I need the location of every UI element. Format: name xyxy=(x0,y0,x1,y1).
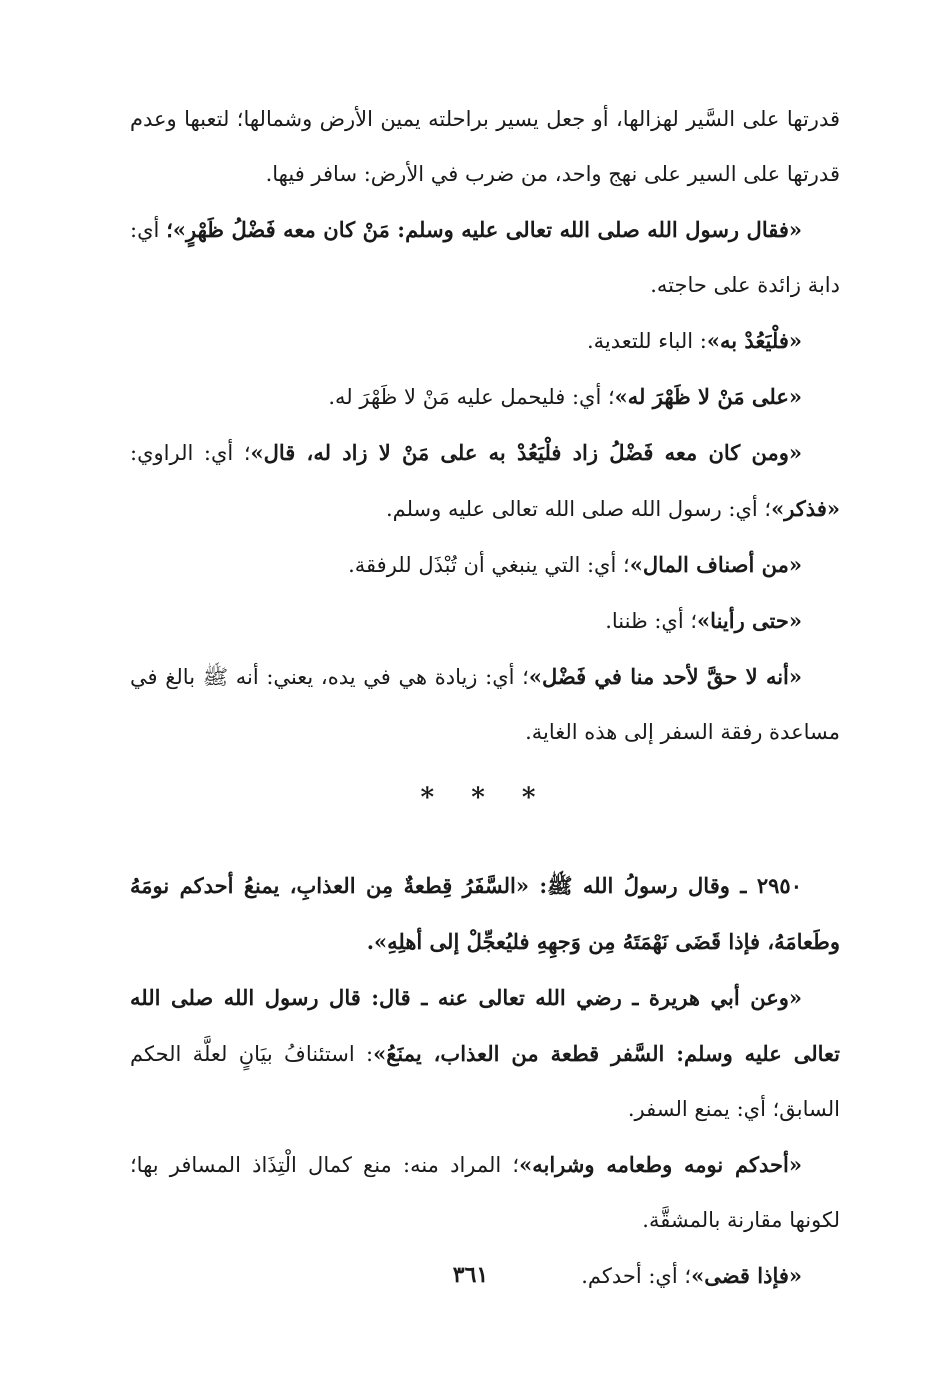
paragraph xyxy=(130,970,840,1137)
quoted-text: «أنه لا حقَّ لأحد منا في فَضْل» xyxy=(528,664,803,689)
quoted-text: «فلْيَعُدْ به» xyxy=(706,328,802,353)
quoted-text: «أحدكم نومه وطعامه وشرابه» xyxy=(519,1152,802,1177)
quoted-text: «من أصناف المال» xyxy=(629,552,802,577)
bottom-section xyxy=(130,858,840,1304)
top-section xyxy=(130,92,840,760)
paragraph xyxy=(130,593,840,649)
quoted-text: «ومن كان معه فَضْلُ زاد فلْيَعُدْ به على مَنْ لا زاد له، قال» xyxy=(250,440,802,465)
quoted-text: «فذكر» xyxy=(771,496,840,521)
commentary-text: ؛ أي: أحدكم. xyxy=(581,1264,692,1288)
paragraph xyxy=(130,92,840,202)
commentary-text: ؛ أي: فليحمل عليه مَنْ لا ظَهْرَ له. xyxy=(328,385,615,409)
commentary-text: قدرتها على السَّير لهزالها، أو جعل يسير براحلته يمين الأرض وشمالها؛ لتعبها وعدم قدرتها على السير على نهج واحد، من ضرب في الأرض: سافر فيها. xyxy=(130,107,840,186)
commentary-text: أي: دابة زائدة على حاجته. xyxy=(130,218,840,297)
paragraph xyxy=(130,1137,840,1248)
quoted-text: «وعن أبي هريرة ـ رضي الله تعالى عنه ـ قال: قال رسول الله صلى الله تعالى عليه وسلم: السَّفر قطعة من العذاب، يمنَعُ» xyxy=(130,985,840,1066)
commentary-text: : الباء للتعدية. xyxy=(586,329,707,353)
commentary-text: ؛ أي: زيادة هي في يده، يعني: أنه ﷺ بالغ في مساعدة رفقة السفر إلى هذه الغاية. xyxy=(130,665,840,744)
paragraph xyxy=(130,649,840,760)
quoted-text: ٢٩٥٠ ـ وقال رسولُ الله ﷺ: «السَّفَرُ قِطعةٌ مِن العذابِ، يمنعُ أحدكم نومَهُ وطَعامَهُ، فإذا قَضَى نَهْمَتَهُ مِن وَجهِهِ فليُعجِّلْ إلى أهلِهِ». xyxy=(130,873,840,954)
quoted-text: «فقال رسول الله صلى الله تعالى عليه وسلم: مَنْ كان معه فَضْلُ ظَهْرٍ»؛ xyxy=(166,217,802,242)
paragraph xyxy=(130,313,840,369)
quoted-text: «فإذا قضى» xyxy=(691,1263,802,1288)
commentary-text: ؛ أي: رسول الله صلى الله تعالى عليه وسلم. xyxy=(385,497,772,521)
paragraph xyxy=(130,202,840,313)
commentary-text: ؛ أي: ظننا. xyxy=(605,609,698,633)
page-number: ٣٦١ xyxy=(452,1262,489,1288)
quoted-text: «حتى رأينا» xyxy=(697,608,802,633)
paragraph xyxy=(130,425,840,537)
paragraph xyxy=(130,858,840,970)
commentary-text: ؛ أي: التي ينبغي أن تُبْذَل للرفقة. xyxy=(348,553,630,577)
paragraph xyxy=(130,369,840,425)
paragraph xyxy=(130,537,840,593)
commentary-text: : استئنافُ بيَانٍ لعلَّة الحكم السابق؛ أي: يمنع السفر. xyxy=(130,1042,840,1121)
commentary-text: ؛ المراد منه: منع كمال الْتِذَاذ المسافر بها؛ لكونها مقارنة بالمشقَّة. xyxy=(130,1153,840,1232)
page-body xyxy=(130,92,840,1304)
quoted-text: «على مَنْ لا ظَهْرَ له» xyxy=(614,384,802,409)
commentary-text: ؛ أي: الراوي: xyxy=(130,441,251,465)
section-separator: * * * xyxy=(420,783,550,813)
